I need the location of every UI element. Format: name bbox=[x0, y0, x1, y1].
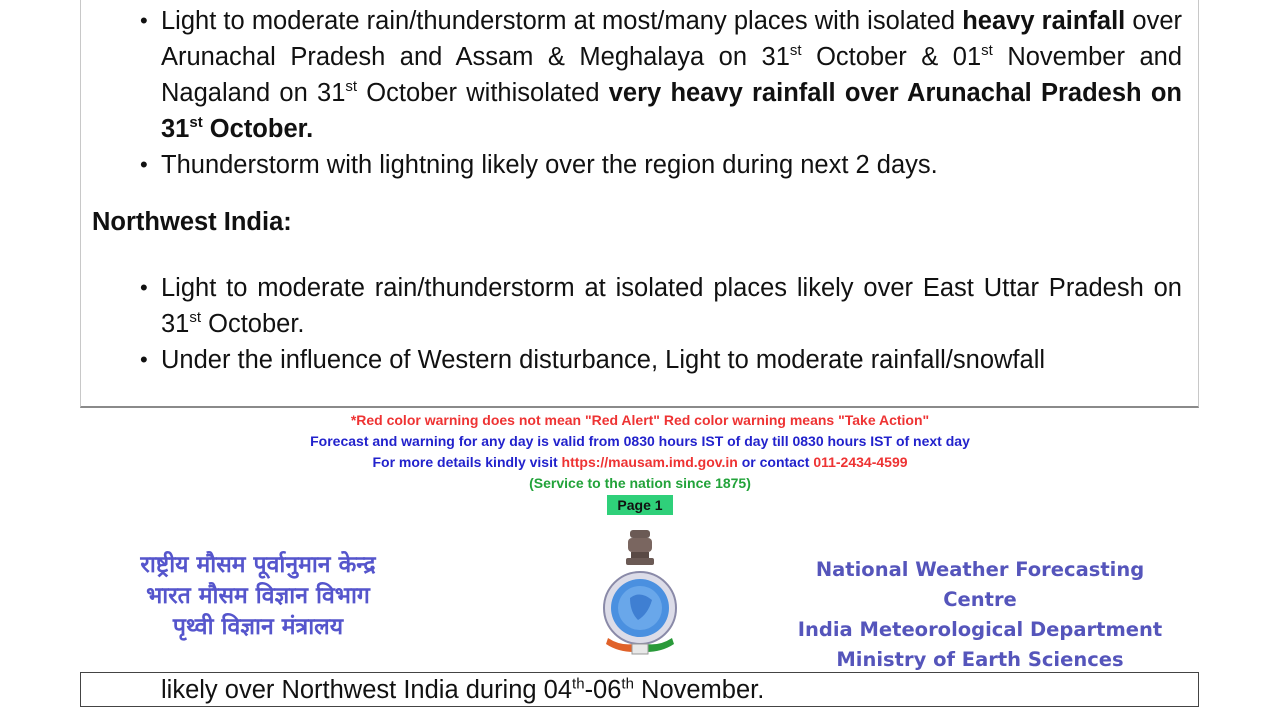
bullet-icon: • bbox=[140, 152, 148, 177]
list-item: • Light to moderate rain/thunderstorm at most/many places with isolated heavy rainfall over Arunachal Pradesh and Assam & Meghalaya on 31st October & 01st November and Nagaland on 31st October withisolated very heavy rainfall over Arunachal Pradesh on 31st October. bbox=[140, 3, 1182, 147]
next-page-preview bbox=[80, 672, 1199, 707]
list-item: • Thunderstorm with lightning likely over the region during next 2 days. bbox=[140, 147, 1182, 183]
section-heading-northwest: Northwest India: bbox=[92, 208, 292, 236]
letterhead-hindi: राष्ट्रीय मौसम पूर्वानुमान केन्द्र भारत मौसम विज्ञान विभाग पृथ्वी विज्ञान मंत्रालय bbox=[140, 552, 376, 640]
letterhead-english: National Weather Forecasting Centre India Meteorological Department Ministry of Earth Sciences bbox=[797, 558, 1163, 671]
contact-note: For more details kindly visit https://mausam.imd.gov.in or contact 011-2434-4599 bbox=[372, 454, 908, 470]
service-note: (Service to the nation since 1875) bbox=[529, 475, 751, 491]
continuation-text: likely over Northwest India during 04th-06th November. bbox=[161, 675, 765, 704]
red-warning-note: *Red color warning does not mean "Red Alert" Red color warning means "Take Action" bbox=[350, 412, 930, 428]
validity-note: Forecast and warning for any day is valid from 0830 hours IST of day till 0830 hours IST of next day bbox=[310, 433, 970, 449]
page-footer bbox=[0, 410, 1280, 516]
phone-number: 011-2434-4599 bbox=[813, 454, 908, 470]
northeast-bullet-list bbox=[140, 3, 1182, 183]
list-item: • Under the influence of Western disturbance, Light to moderate rainfall/snowfall bbox=[140, 342, 1182, 378]
bullet-icon: • bbox=[140, 347, 148, 372]
bullet-icon: • bbox=[140, 275, 148, 300]
website-link[interactable]: https://mausam.imd.gov.in bbox=[561, 454, 738, 470]
page-number-badge: Page 1 bbox=[607, 495, 672, 515]
imd-emblem-icon bbox=[600, 528, 680, 664]
bullet-icon: • bbox=[140, 8, 148, 33]
list-item: • Light to moderate rain/thunderstorm at isolated places likely over East Uttar Pradesh on 31st October. bbox=[140, 270, 1182, 342]
northwest-bullet-list bbox=[140, 270, 1182, 378]
